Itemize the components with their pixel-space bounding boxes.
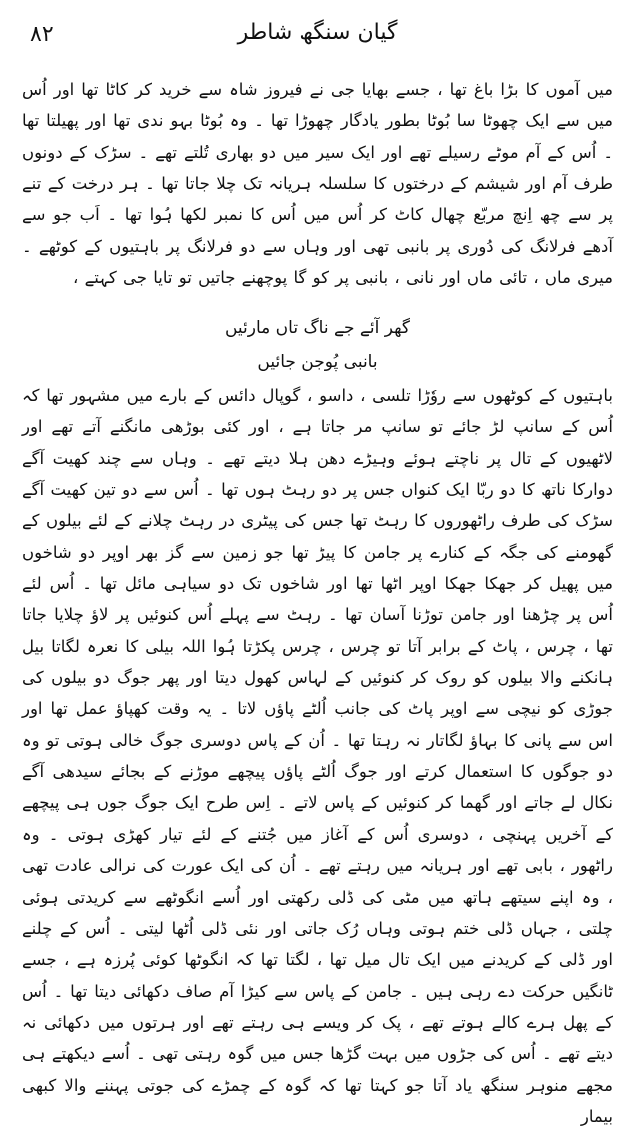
running-title: گیان سنگھ شاطر (237, 20, 398, 45)
verse-line-1: گھر آئے جے ناگ تاں مارئیں (224, 318, 411, 338)
paragraph-2: باہتیوں کے کوٹھوں سے روٗڑا تلسی ، داسو ، گوپال دائس کے بارے میں مشہور تھا کہ اُس کے سانپ لڑ جائے تو سانپ مر جاتا ہے ، اور کئی بوڑھی مانگنے آتے تھے اور لاٹھیوں کے تال پر ناچتے ہوئے وہیڑے دھن ہلا دیتے تھے ۔ وہاں سے چند کھیت آگے دوارکا ناتھ کا دو ربّا ایک کنواں جس پر دو رہٹ ہوں تھا ۔ اُس سے دو تین کھیت آگے سڑک کی طرف راٹھوروں کا رہٹ تھا جس کی پیٹری در رہٹ چلانے کے لئے بیلوں کے گھومنے کی جگہ کے کنارے پر جامن کا پیڑ تھا جو زمین سے گز بھر اوپر دو شاخوں میں پھیل کر جھکا جھکا اوپر اٹھا تھا اور شاخوں تک دو سیاہی مائل تھا ۔ اُس لئے اُس پر چڑھنا اور جامن توڑنا آسان تھا ۔ رہٹ سے پہلے اُس کنوئیں پر لاؤ چلایا جاتا تھا ، چرس ، پاٹ کے برابر آتا تو چرس ، چرس پکڑتا ہُوا اللہ بیلی کا نعرہ لگاتا بیل ہانکنے والا بیلوں کو روک کر کنوئیں کے لہاس کھول دیتا اور پھر جوگ دو بیلوں کی جوڑی کو نیچی سے اوپر پاٹ کی جانب اُلٹے پاؤں لاتا ۔ یہ وقت کھپاؤ عمل تھا اور اس سے پانی کا بہاؤ لگاتار نہ رہتا تھا ۔ اُن کے پاس دوسری جوگ خالی ہوتی تو وہ دو جوگوں کا استعمال کرتے اور جوگ اُلٹے پاؤں پیچھے موڑنے کے بجائے سیدھی آگے نکال لے جاتے اور گھما کر کنوئیں کے پاس لاتے ۔ اِس طرح ایک جوگ جوں ہی پیچھے کے آخریں پہنچی ، دوسری اُس کے آغاز میں جُتنے کے لئے تیار کھڑی ہوتی ۔ وہ راٹھور ، بابی تھے اور ہریانہ میں رہتے تھے ۔ اُن کی ایک عورت کی نرالی عادت تھی ، وہ اپنے سیتھے ہاتھ میں مٹی کی ڈلی رکھتی اور اُسے انگوٹھے سے کریدتی ہوئی چلتی ، جہاں ڈلی ختم ہوتی وہاں رُک جاتی اور نئی ڈلی اُٹھا لیتی ۔ اُس کے چلنے اور ڈلی کے کریدنے میں ایک تال میل تھا ، لگتا تھا کہ انگوٹھا کوئی پُرزہ ہے ، جسے ٹانگیں حرکت دے رہی ہیں ۔ جامن کے پاس سے کیڑا آم صاف دکھائی دیتا تھا ۔ اُس کے پھل ہرے کالے ہوتے تھے ، پک کر ویسے ہی رہتے تھے اور ہرتوں میں دکھائی نہ دیتے تھے ۔ اُس کی جڑوں میں بہت گڑھا جس میں گوہ رہتی تھی ۔ اُسے دیکھتے ہی مجھے منوہر سنگھ یاد آتا جو کہتا تھا کہ گوہ کے چمڑے کی جوتی پہننے والا کبھی بیمار (22, 386, 613, 1126)
page-number: ۸۲ (30, 22, 54, 47)
page-header (30, 20, 605, 54)
paragraph-1: میں آموں کا بڑا باغ تھا ، جسے بھایا جی نے فیروز شاہ سے خرید کر کاٹا تھا اور اُس میں سے ایک چھوٹا سا بُوٹا بطور یادگار چھوڑا تھا ۔ وہ بُوٹا بہو ندی تھا اور پھیلتا تھا ۔ اُس کے آم موٹے رسیلے تھے اور ایک سیر میں دو بھاری تُلتے تھے ۔ سڑک کے دونوں طرف آم اور شیشم کے درختوں کا سلسلہ ہریانہ تک چلا جاتا تھا ۔ ہر درخت کے تنے پر سے چھ اِنچ مربّع چھال کاٹ کر اُس میں اُس کا نمبر لکھا ہُوا تھا ۔ اَب جو سے آدھے فرلانگ کی دُوری پر بانبی تھی اور وہاں سے دو فرلانگ پر باہتیوں کے کوٹھے ۔ میری ماں ، تائی ماں اور نانی ، بانبی پر کو گا پوچھنے جاتیں تو تایا جی کہتے ، (22, 80, 613, 288)
verse-line-2: بانبی پُوجن جائیں (257, 352, 378, 372)
